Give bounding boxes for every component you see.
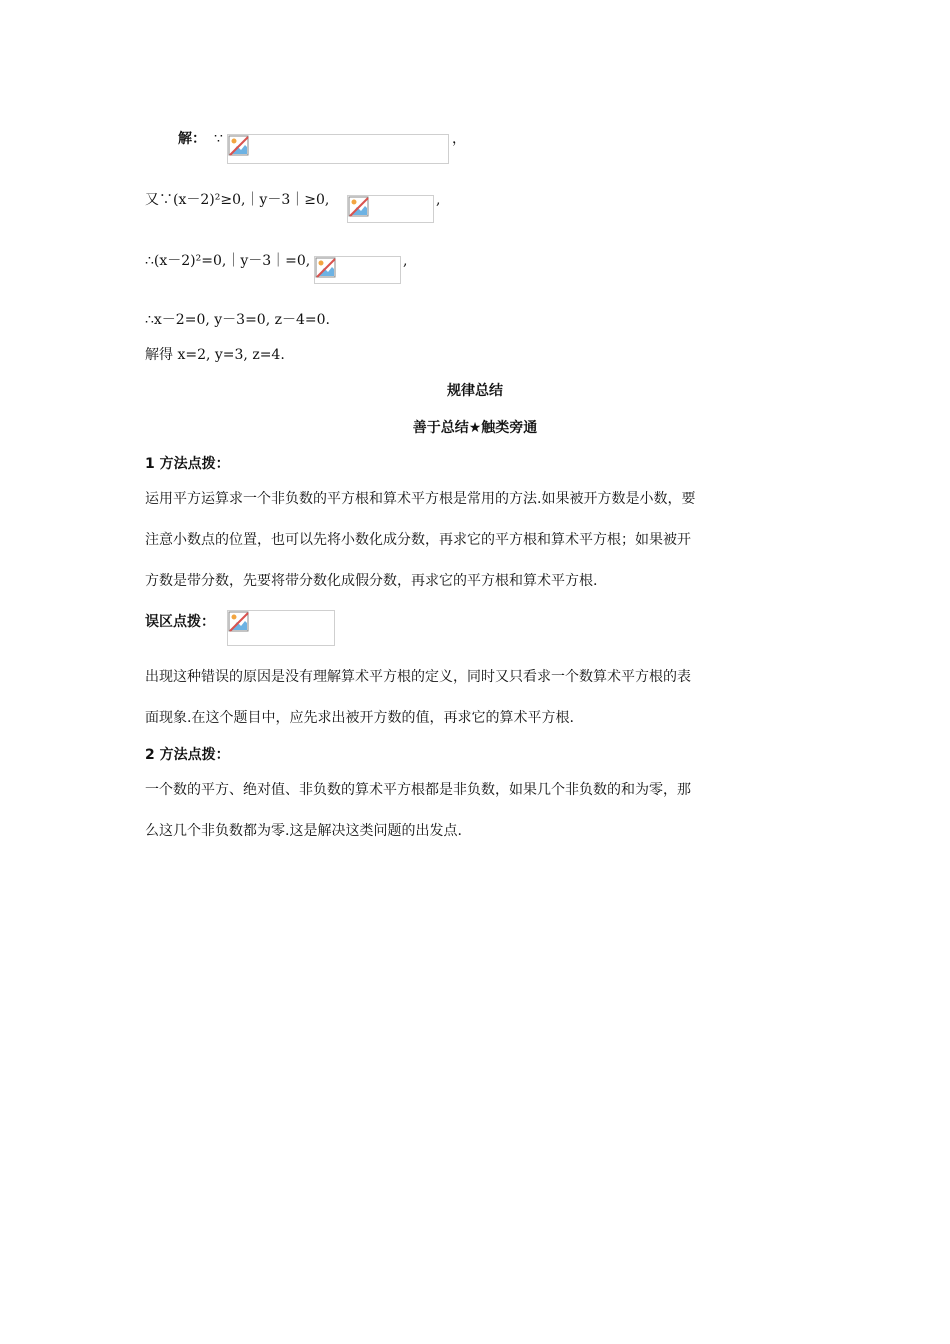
method-tip-2-label: 2 方法点拨： xyxy=(145,747,230,763)
method-tip-1-line-1: 运用平方运算求一个非负数的平方根和算术平方根是常用的方法.如果被开方数是小数，要 xyxy=(145,491,696,507)
summary-subheading: 善于总结★触类旁通 xyxy=(412,420,538,436)
method-tip-2-line-1: 一个数的平方、绝对值、非负数的算术平方根都是非负数，如果几个非负数的和为零，那 xyxy=(145,782,691,798)
broken-image-icon xyxy=(228,611,250,633)
error-tip-line-1: 出现这种错误的原因是没有理解算术平方根的定义，同时又只看求一个数算术平方根的表 xyxy=(145,669,691,685)
broken-image-1 xyxy=(227,134,449,164)
error-tip-line-2: 面现象.在这个题目中，应先求出被开方数的值，再求它的算术平方根. xyxy=(145,710,574,726)
broken-image-2 xyxy=(347,195,434,223)
method-tip-1-label: 1 方法点拨： xyxy=(145,456,230,472)
solution-line-5: 解得 x=2, y=3, z=4. xyxy=(145,347,285,363)
method-tip-2-line-2: 么这几个非负数都为零.这是解决这类问题的出发点. xyxy=(145,823,462,839)
comma-2: , xyxy=(436,192,441,208)
comma-1: ， xyxy=(452,131,466,147)
broken-image-icon xyxy=(315,257,337,279)
broken-image-icon xyxy=(348,196,370,218)
method-tip-1-line-2: 注意小数点的位置，也可以先将小数化成分数，再求它的平方根和算术平方根；如果被开 xyxy=(145,532,691,548)
because-symbol: ∵ xyxy=(214,131,223,147)
solution-label: 解： xyxy=(178,131,206,147)
broken-image-icon xyxy=(228,135,250,157)
broken-image-4 xyxy=(227,610,335,646)
summary-heading: 规律总结 xyxy=(447,383,503,399)
solution-line-2: 又∵(x－2)²≥0,｜y－3｜≥0, xyxy=(145,192,330,208)
error-tip-label: 误区点拨： xyxy=(145,614,215,630)
broken-image-3 xyxy=(314,256,401,284)
solution-line-3: ∴(x－2)²=0,｜y－3｜=0, xyxy=(145,253,311,269)
solution-line-4: ∴x－2=0, y－3=0, z－4=0. xyxy=(145,312,330,328)
method-tip-1-line-3: 方数是带分数，先要将带分数化成假分数，再求它的平方根和算术平方根. xyxy=(145,573,598,589)
comma-3: , xyxy=(403,253,408,269)
